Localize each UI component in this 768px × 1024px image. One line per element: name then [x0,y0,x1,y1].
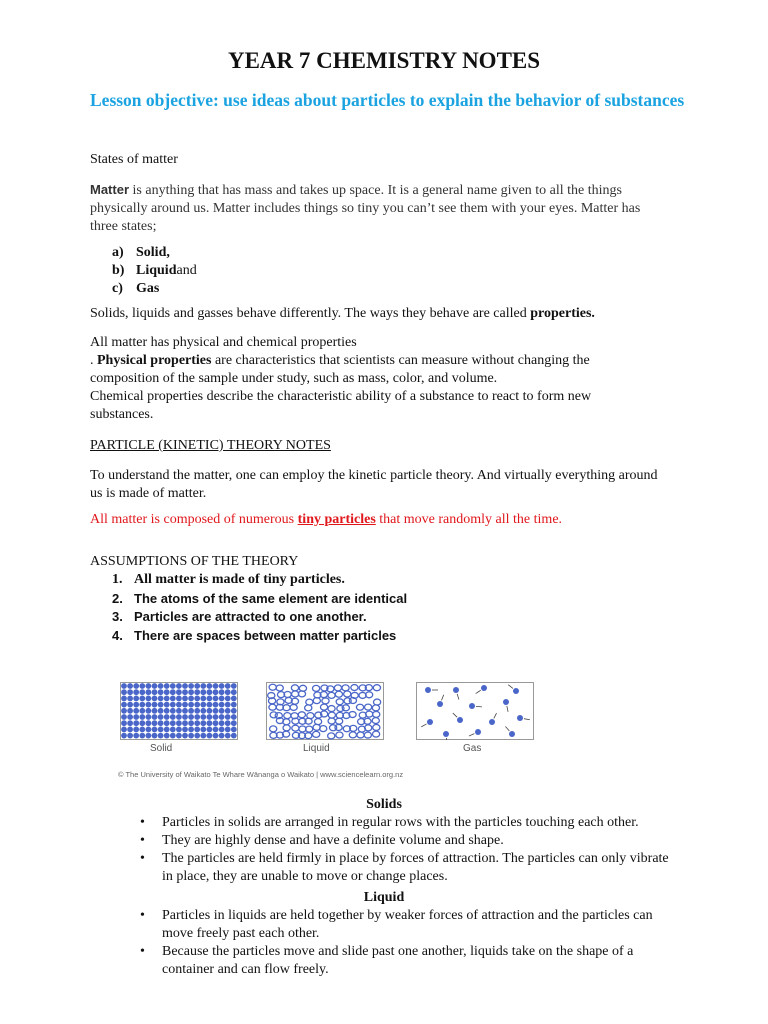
physical-chemical-paragraph: All matter has physical and chemical properties . Physical properties are characteristics that scientists can measure without changing the composition of the sample under study, such as mass, color, and volume. Chemical properties describe the characteristic ability of a substance to react to form new substances. [90,335,592,422]
list-item: c) Gas [112,281,160,296]
assumptions-list [112,571,407,645]
states-list [112,244,197,298]
gas-diagram [416,682,534,740]
states-of-matter-figure [118,678,548,778]
solid-diagram [120,682,238,740]
solids-heading: Solids [366,797,402,812]
solids-list [138,814,683,886]
liquid-list [138,907,683,979]
liquid-particles-image [266,682,384,740]
theory-paragraph: To understand the matter, one can employ the kinetic particle theory. And virtually everything around us is made of matter. [90,468,658,501]
matter-paragraph [90,181,655,236]
key-statement: All matter is composed of numerous tiny particles that move randomly all the time. [90,512,563,527]
properties-paragraph: Solids, liquids and gasses behave differently. The ways they behave are called properties. [90,306,595,321]
assumptions-heading: ASSUMPTIONS OF THE THEORY [90,554,299,569]
gas-particles-image [416,682,534,740]
liquid-heading: Liquid [363,890,405,905]
matter-term: Matter [90,182,130,197]
solid-particles-image [120,682,238,740]
image-credit: © The University of Waikato Te Whare Wānanga o Waikato | www.sciencelearn.org.nz [118,770,404,779]
liquid-diagram [266,682,384,740]
list-item: 2. The atoms of the same element are identical [112,590,408,606]
list-item: a) Solid, [112,245,170,260]
list-item: 4. There are spaces between matter particles [112,627,397,643]
list-item: • Particles in liquids are held together by weaker forces of attraction and the particles can move freely past each other. [138,907,683,943]
list-item: • Because the particles move and slide past one another, liquids take on the shape of a container and can flow freely. [138,943,683,979]
theory-heading: PARTICLE (KINETIC) THEORY NOTES [90,438,331,453]
list-item: • They are highly dense and have a definite volume and shape. [138,832,683,850]
list-item: b) Liquid and [112,263,197,278]
list-item: 3. Particles are attracted to one another. [112,609,367,624]
list-item: • Particles in solids are arranged in regular rows with the particles touching each other. [138,814,683,832]
matter-definition: is anything that has mass and takes up space. It is a general name given to all the things physically around us. Matter includes things so tiny you can’t see them with your eyes. Matter has three states; [90,183,641,234]
liquid-label: Liquid [303,743,330,754]
list-item: • The particles are held firmly in place by forces of attraction. The particles can only vibrate in place, they are unable to move or change places. [138,850,683,886]
gas-label: Gas [463,743,482,754]
list-item: 1. All matter is made of tiny particles. [112,572,345,587]
solid-label: Solid [150,743,173,754]
page-title: YEAR 7 CHEMISTRY NOTES [227,48,541,73]
states-heading: States of matter [90,152,178,167]
lesson-objective: Lesson objective: use ideas about particles to explain the behavior of substances [90,90,685,110]
